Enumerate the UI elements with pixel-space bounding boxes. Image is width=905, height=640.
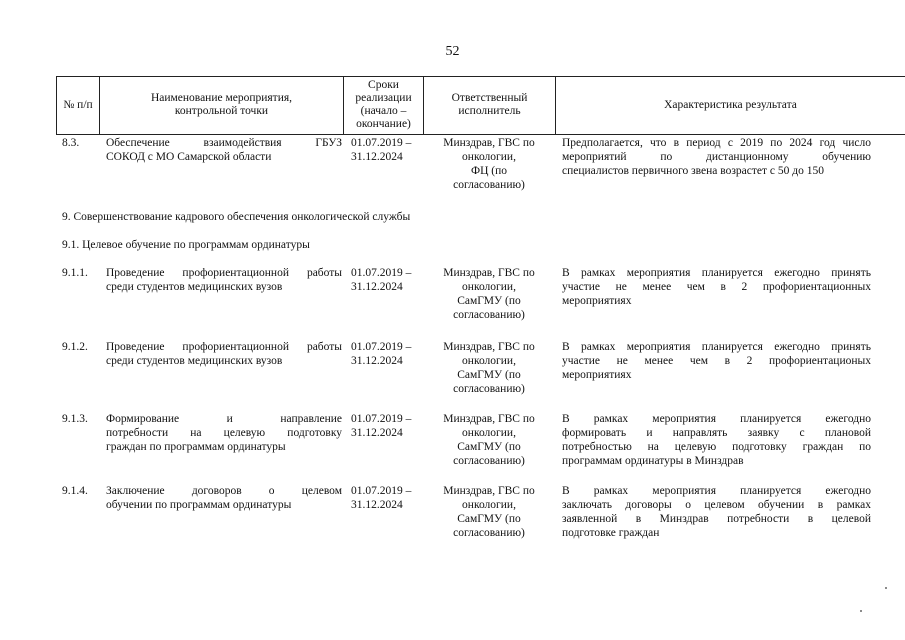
- row-result-line: формировать и направлять заявку с плановой: [562, 427, 871, 439]
- row-result-line: Предполагается, что в период с 2019 по 2024 год число: [562, 137, 871, 149]
- row-responsible: Минздрав, ГВС по онкологии, ФЦ (по согласованию): [443, 137, 535, 191]
- page-number: 52: [445, 44, 460, 59]
- row-name-line: граждан по программам ординатуры: [106, 441, 286, 453]
- header-responsible: Ответственный исполнитель: [423, 76, 555, 134]
- row-name-line: Обеспечение взаимодействия ГБУЗ: [106, 137, 342, 149]
- row-result-line: участие не менее чем в 2 профориентационых: [562, 355, 871, 367]
- row-number: 8.3.: [62, 137, 80, 149]
- row-result-line: мероприятиях: [562, 295, 632, 307]
- row-number: 9.1.2.: [62, 341, 88, 353]
- scan-speck: [860, 610, 862, 612]
- row-number: 9.1.1.: [62, 267, 88, 279]
- row-date-end: 31.12.2024: [351, 151, 403, 163]
- row-name-line: обучении по программам ординатуры: [106, 499, 292, 511]
- row-result-line: потребностью на целевую подготовку граждан по: [562, 441, 871, 453]
- row-date-start: 01.07.2019 –: [351, 341, 412, 353]
- row-result-line: программам ординатуры в Минздрав: [562, 455, 744, 467]
- row-date-start: 01.07.2019 –: [351, 485, 412, 497]
- row-date-start: 01.07.2019 –: [351, 267, 412, 279]
- row-date-end: 31.12.2024: [351, 355, 403, 367]
- row-result-line: В рамках мероприятия планируется ежегодно принять: [562, 267, 871, 279]
- row-result-line: В рамках мероприятия планируется ежегодно: [562, 413, 871, 425]
- row-name-line: среди студентов медицинских вузов: [106, 281, 283, 293]
- row-result-line: мероприятий по дистанционному обучению: [562, 151, 871, 163]
- row-result-line: специалистов первичного звена возрастет с 50 до 150: [562, 165, 824, 177]
- row-name-line: потребности на целевую подготовку: [106, 427, 342, 439]
- row-date-start: 01.07.2019 –: [351, 413, 412, 425]
- row-responsible: Минздрав, ГВС по онкологии, СамГМУ (по согласованию): [443, 485, 535, 539]
- row-date-end: 31.12.2024: [351, 427, 403, 439]
- header-dates: Сроки реализации (начало – окончание): [343, 76, 423, 134]
- header-name: Наименование мероприятия, контрольной точки: [99, 76, 343, 134]
- row-result-line: заключать договоры о целевом обучении в рамках: [562, 499, 871, 511]
- row-name-line: Заключение договоров о целевом: [106, 485, 342, 497]
- row-number: 9.1.4.: [62, 485, 88, 497]
- header-num: № п/п: [56, 76, 99, 134]
- row-date-start: 01.07.2019 –: [351, 137, 412, 149]
- row-result-line: В рамках мероприятия планируется ежегодно: [562, 485, 871, 497]
- scan-speck: [885, 587, 887, 589]
- row-responsible: Минздрав, ГВС по онкологии, СамГМУ (по согласованию): [443, 267, 535, 321]
- row-name-line: Проведение профориентационной работы: [106, 341, 342, 353]
- row-name-line: Проведение профориентационной работы: [106, 267, 342, 279]
- row-name-line: Формирование и направление: [106, 413, 342, 425]
- row-name-line: среди студентов медицинских вузов: [106, 355, 283, 367]
- row-responsible: Минздрав, ГВС по онкологии, СамГМУ (по согласованию): [443, 341, 535, 395]
- header-result: Характеристика результата: [555, 76, 905, 134]
- row-result-line: мероприятиях: [562, 369, 632, 381]
- row-date-end: 31.12.2024: [351, 281, 403, 293]
- row-number: 9.1.3.: [62, 413, 88, 425]
- subsection-heading: 9.1. Целевое обучение по программам ординатуры: [62, 239, 310, 251]
- row-result-line: В рамках мероприятия планируется ежегодно принять: [562, 341, 871, 353]
- row-result-line: подготовке граждан: [562, 527, 660, 539]
- row-result-line: участие не менее чем в 2 профориентационных: [562, 281, 871, 293]
- section-heading: 9. Совершенствование кадрового обеспечения онкологической службы: [62, 211, 411, 223]
- row-name-line: СОКОД с МО Самарской области: [106, 151, 272, 163]
- row-responsible: Минздрав, ГВС по онкологии, СамГМУ (по согласованию): [443, 413, 535, 467]
- row-result-line: заявленной в Минздрав потребности в целевой: [562, 513, 871, 525]
- row-date-end: 31.12.2024: [351, 499, 403, 511]
